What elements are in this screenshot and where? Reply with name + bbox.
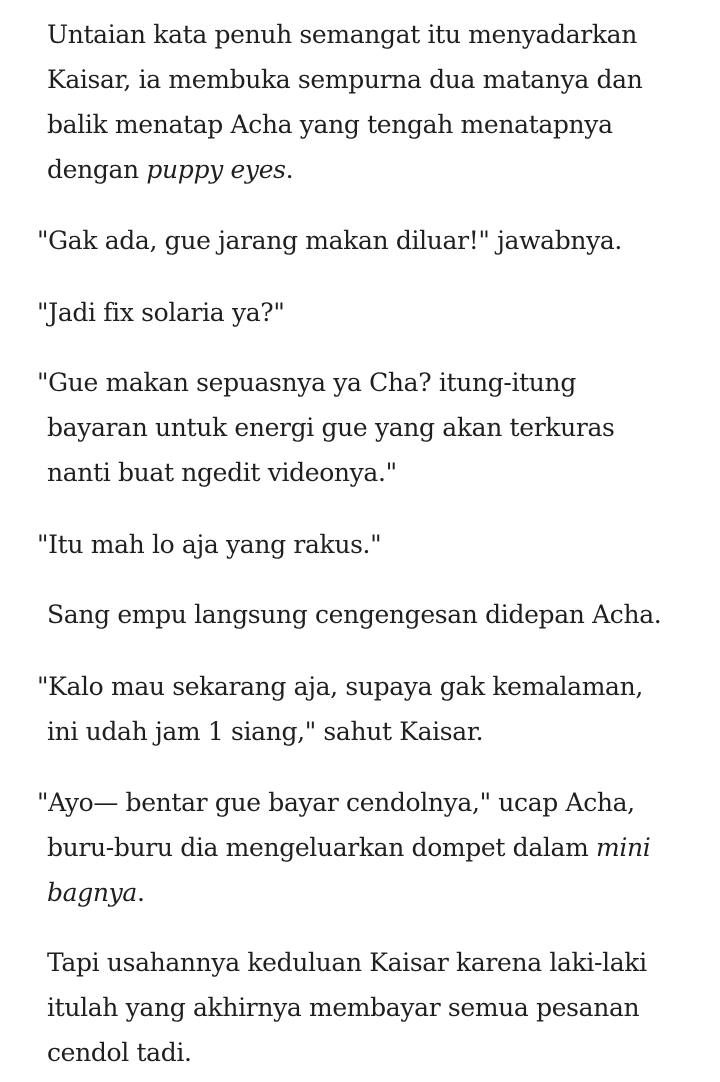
- paragraph-8-text: "Ayo— bentar gue bayar cendolnya," ucap Acha, buru-buru dia mengeluarkan dompet dalam: [37, 788, 635, 862]
- paragraph-2: "Gak ada, gue jarang makan diluar!" jawabnya.: [37, 226, 623, 255]
- paragraph-1-end: .: [285, 155, 294, 184]
- paragraph-5: "Itu mah lo aja yang rakus.": [37, 530, 382, 559]
- paragraph-1-italic: puppy eyes: [146, 155, 286, 184]
- paragraph-3: "Jadi fix solaria ya?": [37, 298, 285, 327]
- paragraph-1: [0, 12, 720, 192]
- paragraph-9: Tapi usahannya keduluan Kaisar karena laki-laki itulah yang akhirnya membayar semua pesanan cendol tadi.: [47, 948, 647, 1067]
- paragraph-8-italic-word: mini bag: [47, 833, 651, 907]
- paragraph-4: "Gue makan sepuasnya ya Cha? itung-itung bayaran untuk energi gue yang akan terkuras nanti buat ngedit videonya.": [37, 368, 615, 487]
- paragraph-1-text: Untaian kata penuh semangat itu menyadarkan Kaisar, ia membuka sempurna dua matanya dan balik menatap Acha yang tengah menatapnya dengan: [47, 20, 643, 184]
- paragraph-7: "Kalo mau sekarang aja, supaya gak kemalaman, ini udah jam 1 siang," sahut Kaisar.: [37, 672, 643, 746]
- paragraph-8: [0, 780, 720, 915]
- paragraph-8-italic-suffix: nya: [92, 878, 137, 907]
- paragraph-8-end: .: [136, 878, 145, 907]
- paragraph-6: Sang empu langsung cengengesan didepan Acha.: [47, 600, 662, 629]
